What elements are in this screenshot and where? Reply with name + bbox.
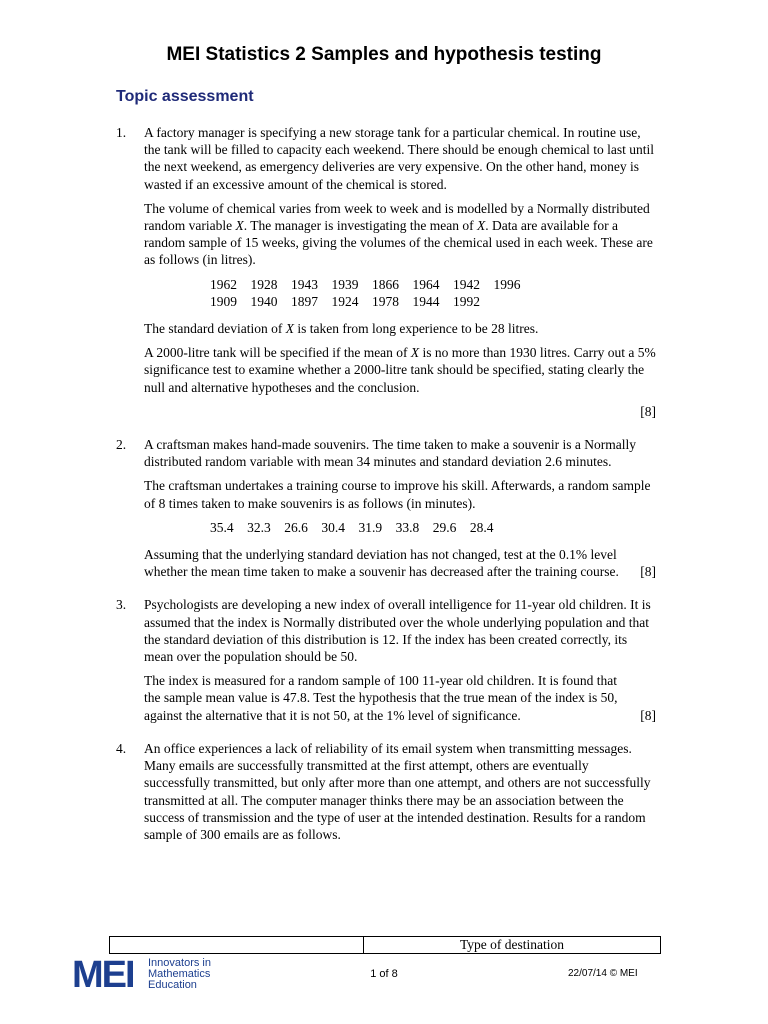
destination-table [109,936,661,954]
section-title: Topic assessment [116,88,254,105]
data-row: 35.4 32.3 26.6 30.4 31.9 33.8 29.6 28.4 [210,519,494,535]
table-cell [110,937,364,954]
question-number: 2. [116,437,127,453]
logo-mark: MEI [72,954,134,996]
questions [116,124,656,859]
question-2 [116,436,656,580]
question-paragraph: The craftsman undertakes a training course to improve his skill. Afterwards, a random sample of 8 times taken to make souvenirs is as follows (in minutes). [144,478,651,511]
data-row: 1909 1940 1897 1924 1978 1944 1992 [210,293,480,309]
question-paragraph: Assuming that the underlying standard deviation has not changed, test at the 0.1% level whether the mean time taken to make a souvenir has decreased after the training course. [8] [144,547,656,580]
variable-x: X [477,218,486,234]
question-number: 3. [116,597,127,613]
page-footer [0,954,768,994]
logo-text: Innovators in Mathematics Education [148,957,211,991]
question-3 [116,596,656,723]
marks: [8] [640,403,656,419]
page-number: 1 of 8 [370,968,398,980]
marks: [8] [640,564,656,580]
variable-x: X [285,321,294,337]
question-number: 1. [116,125,127,140]
question-1 [116,124,656,420]
question-4 [116,740,656,843]
question-paragraph: Psychologists are developing a new index of overall intelligence for 11-year old children. It is assumed that the index is Normally distributed over the whole underlying population and that the standard deviation of this distribution is 12. If the index has been created correctly, its mean over the population should be 50. [144,597,651,665]
table-header-cell: Type of destination [364,937,661,954]
question-paragraph: A factory manager is specifying a new storage tank for a particular chemical. In routine use, the tank will be filled to capacity each weekend. There should be enough chemical to last until the next weekend, as emergency deliveries are very expensive. On the other hand, money is wasted if an excessive amount of the chemical is stored. [144,125,654,192]
data-row: 1962 1928 1943 1939 1866 1964 1942 1996 [210,276,521,292]
question-paragraph: The volume of chemical varies from week to week and is modelled by a Normally distributed random variable X. The manager is investigating the mean of X. Data are available for a random sample of 15 weeks, giving the volumes of the chemical used in each week. These are as follows (in litres). [144,200,653,268]
variable-x: X [235,218,244,234]
question-paragraph: The index is measured for a random sample of 100 11-year old children. It is found that the sample mean value is 47.8. Test the hypothesis that the true mean of the index is 50, against the alternative that it is not 50, at the 1% level of significance. [8] [144,673,656,723]
footer-date: 22/07/14 © MEI [568,968,638,979]
question-paragraph: A 2000-litre tank will be specified if the mean of X is no more than 1930 litres. Carry out a 5% significance test to examine whether a 2000-litre tank should be specified, stating clearly the null and alternative hypotheses and the conclusion. [144,345,656,395]
question-paragraph: A craftsman makes hand-made souvenirs. The time taken to make a souvenir is a Normally distributed random variable with mean 34 minutes and standard deviation 2.6 minutes. [144,437,636,470]
question-paragraph: The standard deviation of X is taken from long experience to be 28 litres. [144,321,539,337]
variable-x: X [410,345,420,361]
question-number: 4. [116,740,127,756]
question-paragraph: An office experiences a lack of reliability of its email system when transmitting messages. Many emails are successfully transmitted at the first attempt, others are eventually successfully transmitted, but only after more than one attempt, and others are not successfully transmitted at all. The computer manager thinks there may be an association between the success of transmission and the type of user at the intended destination. Results for a random sample of 300 emails are as follows. [144,740,651,842]
marks: [8] [640,707,656,723]
page-title: MEI Statistics 2 Samples and hypothesis testing [166,44,602,65]
table-row [110,937,661,954]
